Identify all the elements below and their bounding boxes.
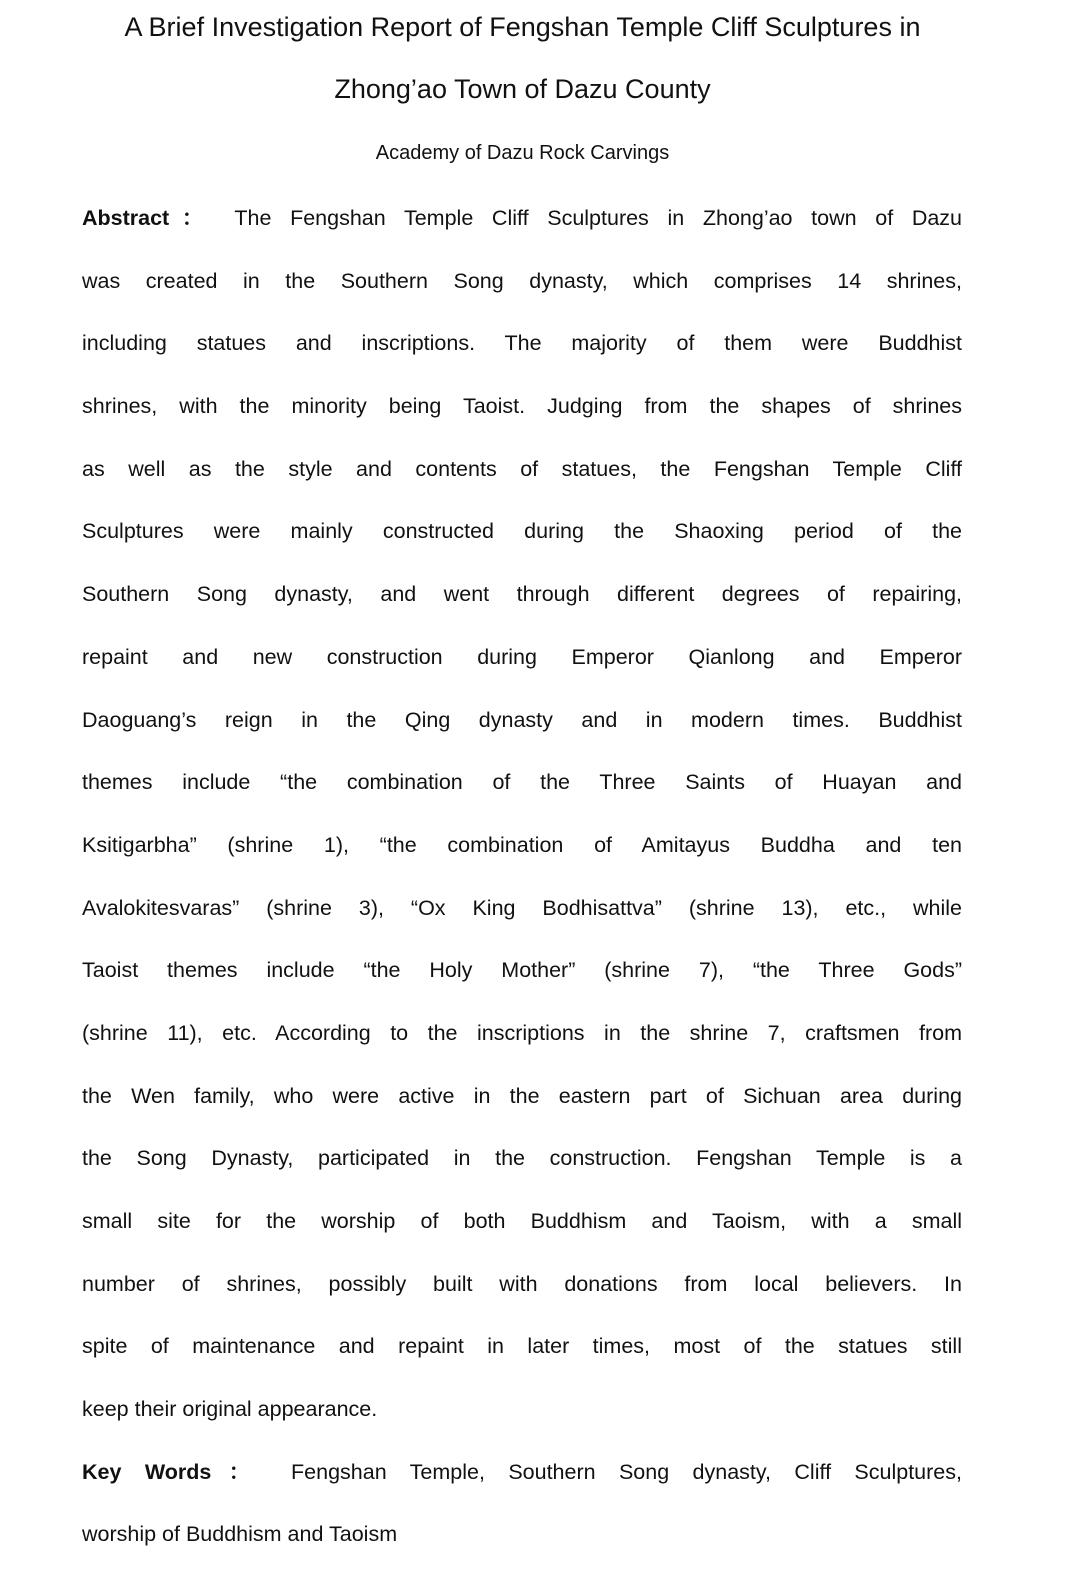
abstract-text: including statues and inscriptions. The majority of them were Buddhist (82, 331, 962, 356)
abstract-text: the Song Dynasty, participated in the construction. Fengshan Temple is a (82, 1146, 962, 1171)
abstract-line (82, 325, 962, 388)
abstract-line (82, 576, 962, 639)
abstract-line (82, 451, 962, 514)
abstract-text: Taoist themes include “the Holy Mother” (shrine 7), “the Three Gods” (82, 958, 962, 983)
title-line-1: A Brief Investigation Report of Fengshan Temple Cliff Sculptures in (124, 12, 921, 42)
abstract-text: spite of maintenance and repaint in later times, most of the statues still (82, 1334, 962, 1359)
abstract-line (82, 827, 962, 890)
abstract-text: Daoguang’s reign in the Qing dynasty and in modern times. Buddhist (82, 707, 962, 732)
abstract-body (82, 200, 962, 1579)
abstract-line (82, 890, 962, 953)
abstract-text: themes include “the combination of the Three Saints of Huayan and (82, 770, 962, 795)
abstract-line (82, 702, 962, 765)
abstract-text: Southern Song dynasty, and went through different degrees of repairing, (82, 582, 962, 607)
abstract-line (82, 1203, 962, 1266)
abstract-line (82, 1328, 962, 1391)
abstract-text: Sculptures were mainly constructed during the Shaoxing period of the (82, 519, 962, 544)
abstract-text: shrines, with the minority being Taoist. Judging from the shapes of shrines (82, 394, 962, 419)
abstract-text: small site for the worship of both Buddhism and Taoism, with a small (82, 1209, 962, 1233)
abstract-line (82, 1391, 962, 1454)
abstract-line (82, 513, 962, 576)
abstract-line (82, 200, 962, 263)
abstract-line (82, 952, 962, 1015)
abstract-text: as well as the style and contents of statues, the Fengshan Temple Cliff (82, 456, 962, 481)
title-line-2: Zhong’ao Town of Dazu County (334, 74, 711, 104)
abstract-text: the Wen family, who were active in the eastern part of Sichuan area during (82, 1083, 962, 1108)
abstract-line (82, 1015, 962, 1078)
abstract-text: number of shrines, possibly built with donations from local believers. In (82, 1271, 962, 1296)
abstract-text: Ksitigarbha” (shrine 1), “the combination of Amitayus Buddha and ten (82, 832, 962, 857)
abstract-text: The Fengshan Temple Cliff Sculptures in Zhong’ao town of Dazu (234, 206, 963, 230)
keywords-line (82, 1516, 962, 1579)
abstract-line (82, 1266, 962, 1329)
abstract-text: was created in the Southern Song dynasty, which comprises 14 shrines, (82, 268, 962, 293)
abstract-text: Avalokitesvaras” (shrine 3), “Ox King Bodhisattva” (shrine 13), etc., while (82, 895, 962, 920)
abstract-line (82, 639, 962, 702)
keywords-text: Fengshan Temple, Southern Song dynasty, Cliff Sculptures, (291, 1459, 962, 1484)
keywords-text: worship of Buddhism and Taoism (82, 1522, 398, 1547)
abstract-text: repaint and new construction during Emperor Qianlong and Emperor (82, 644, 962, 669)
abstract-line (82, 388, 962, 451)
abstract-label: Abstract： (82, 206, 217, 230)
keywords-line (82, 1454, 962, 1517)
affiliation: Academy of Dazu Rock Carvings (375, 142, 670, 164)
abstract-line (82, 764, 962, 827)
abstract-text: (shrine 11), etc. According to the inscriptions in the shrine 7, craftsmen from (82, 1020, 962, 1045)
keywords-label: Key Words： (82, 1459, 268, 1484)
abstract-text: keep their original appearance. (82, 1397, 378, 1422)
abstract-line (82, 1140, 962, 1203)
abstract-line (82, 263, 962, 326)
abstract-line (82, 1078, 962, 1141)
